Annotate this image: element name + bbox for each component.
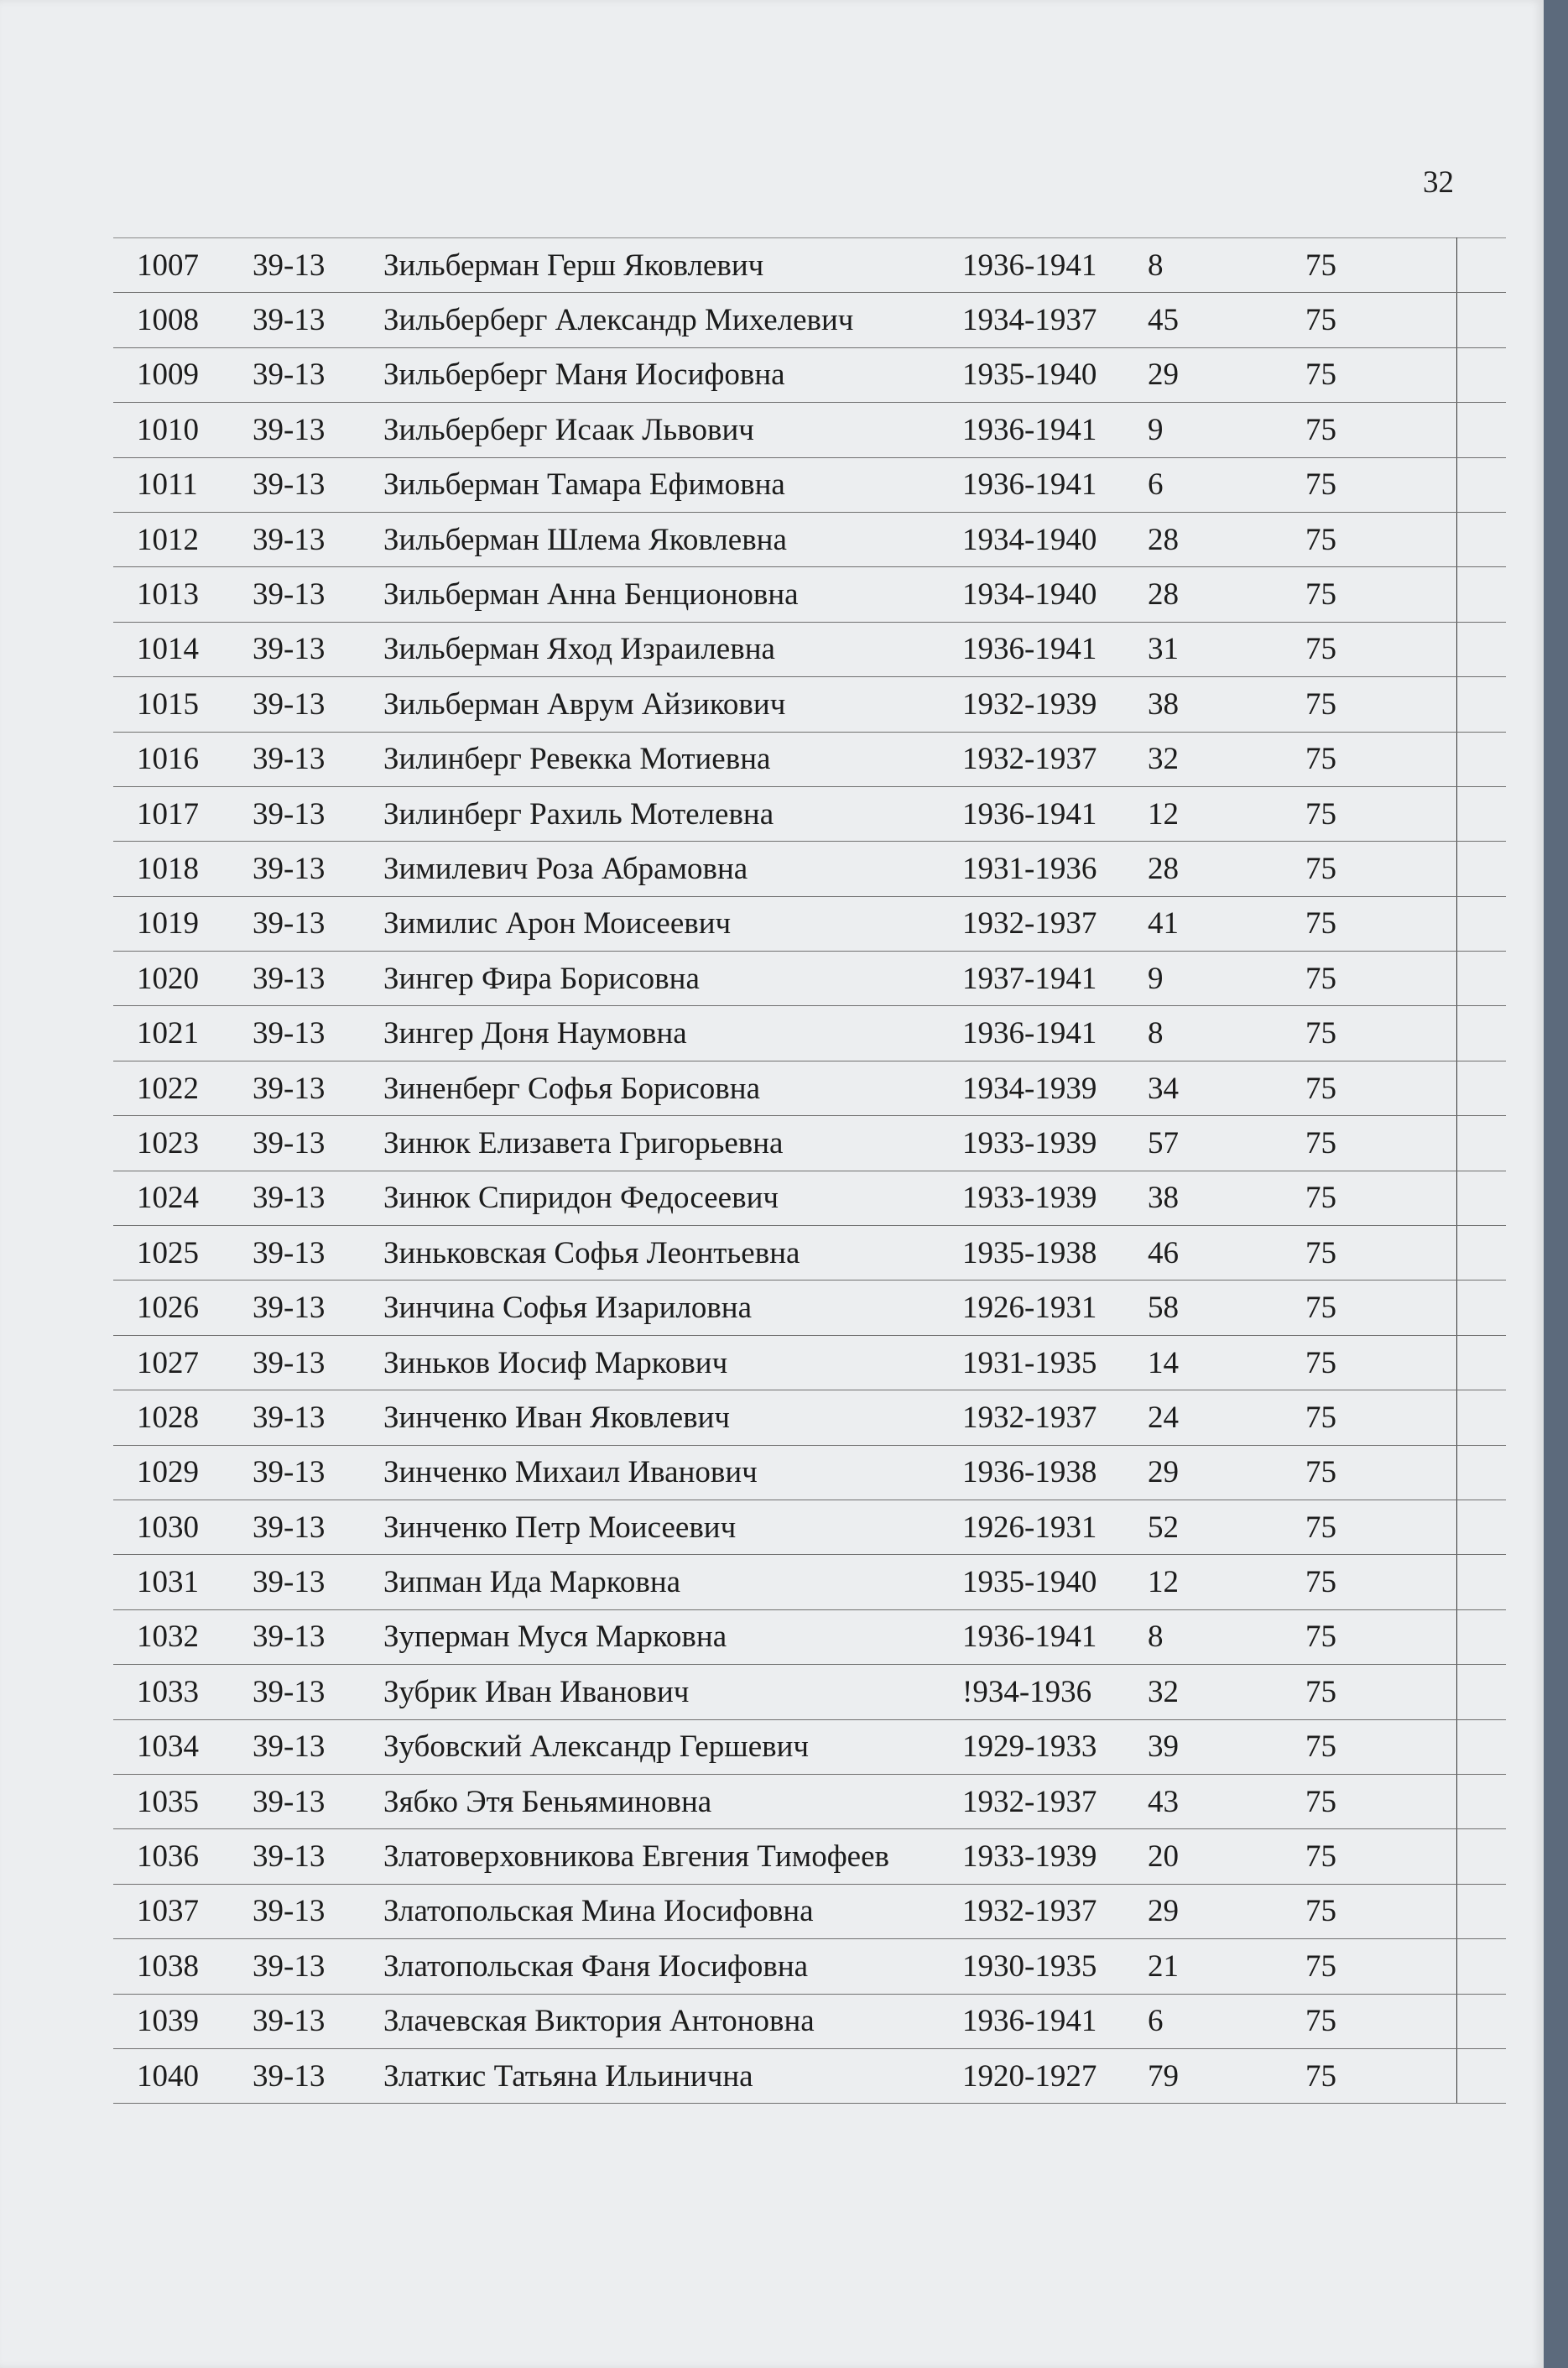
record-number-cell: 1020	[113, 952, 253, 1006]
table-row	[113, 677, 1506, 732]
person-name-cell: Златопольская Фаня Иосифовна	[377, 1939, 962, 1994]
sheet-count-cell: 12	[1143, 786, 1265, 841]
table-row	[113, 1884, 1506, 1938]
fund-code-cell: 39-13	[253, 1939, 377, 1994]
notes-cell	[1457, 1829, 1507, 1884]
table-row	[113, 1939, 1506, 1994]
record-number-cell: 1026	[113, 1280, 253, 1335]
notes-cell	[1457, 1335, 1507, 1390]
notes-cell	[1457, 952, 1507, 1006]
sheet-count-cell: 43	[1143, 1774, 1265, 1828]
table-row	[113, 403, 1506, 457]
fund-code-cell: 39-13	[253, 1719, 377, 1774]
person-name-cell: Зинченко Михаил Иванович	[377, 1445, 962, 1500]
record-number-cell: 1033	[113, 1665, 253, 1719]
notes-cell	[1457, 1774, 1507, 1828]
sheet-count-cell: 14	[1143, 1335, 1265, 1390]
storage-term-cell: 75	[1265, 677, 1457, 732]
person-name-cell: Зуперман Муся Марковна	[377, 1609, 962, 1664]
storage-term-cell: 75	[1265, 512, 1457, 566]
fund-code-cell: 39-13	[253, 403, 377, 457]
table-row	[113, 1445, 1506, 1500]
record-number-cell: 1025	[113, 1226, 253, 1280]
fund-code-cell: 39-13	[253, 1774, 377, 1828]
notes-cell	[1457, 1939, 1507, 1994]
sheet-count-cell: 6	[1143, 1994, 1265, 2048]
person-name-cell: Зинюк Спиридон Федосеевич	[377, 1171, 962, 1225]
register-table	[113, 237, 1506, 2104]
storage-term-cell: 75	[1265, 457, 1457, 512]
storage-term-cell: 75	[1265, 952, 1457, 1006]
person-name-cell: Зиньков Иосиф Маркович	[377, 1335, 962, 1390]
person-name-cell: Зильберман Герш Яковлевич	[377, 238, 962, 293]
record-number-cell: 1023	[113, 1116, 253, 1171]
fund-code-cell: 39-13	[253, 842, 377, 896]
record-number-cell: 1011	[113, 457, 253, 512]
notes-cell	[1457, 403, 1507, 457]
person-name-cell: Зиненберг Софья Борисовна	[377, 1061, 962, 1115]
years-range-cell: 1937-1941	[962, 952, 1143, 1006]
notes-cell	[1457, 842, 1507, 896]
person-name-cell: Златопольская Мина Иосифовна	[377, 1884, 962, 1938]
table-row	[113, 842, 1506, 896]
notes-cell	[1457, 347, 1507, 402]
storage-term-cell: 75	[1265, 1226, 1457, 1280]
sheet-count-cell: 9	[1143, 403, 1265, 457]
storage-term-cell: 75	[1265, 786, 1457, 841]
years-range-cell: 1934-1937	[962, 293, 1143, 347]
person-name-cell: Зинченко Петр Моисеевич	[377, 1500, 962, 1554]
person-name-cell: Златкис Татьяна Ильинична	[377, 2048, 962, 2103]
person-name-cell: Зябко Этя Беньяминовна	[377, 1774, 962, 1828]
table-row	[113, 238, 1506, 293]
notes-cell	[1457, 1006, 1507, 1061]
table-row	[113, 1555, 1506, 1609]
table-row	[113, 293, 1506, 347]
notes-cell	[1457, 1555, 1507, 1609]
person-name-cell: Зинчина Софья Изариловна	[377, 1280, 962, 1335]
fund-code-cell: 39-13	[253, 1226, 377, 1280]
table-row	[113, 512, 1506, 566]
table-row	[113, 1335, 1506, 1390]
years-range-cell: 1932-1937	[962, 1774, 1143, 1828]
years-range-cell: 1936-1941	[962, 1609, 1143, 1664]
fund-code-cell: 39-13	[253, 1006, 377, 1061]
fund-code-cell: 39-13	[253, 896, 377, 951]
record-number-cell: 1034	[113, 1719, 253, 1774]
fund-code-cell: 39-13	[253, 1665, 377, 1719]
fund-code-cell: 39-13	[253, 1061, 377, 1115]
years-range-cell: 1932-1937	[962, 1884, 1143, 1938]
person-name-cell: Зильберман Яход Израилевна	[377, 622, 962, 676]
record-number-cell: 1022	[113, 1061, 253, 1115]
sheet-count-cell: 29	[1143, 1445, 1265, 1500]
years-range-cell: 1934-1939	[962, 1061, 1143, 1115]
fund-code-cell: 39-13	[253, 1280, 377, 1335]
sheet-count-cell: 34	[1143, 1061, 1265, 1115]
years-range-cell: 1920-1927	[962, 2048, 1143, 2103]
years-range-cell: 1935-1940	[962, 1555, 1143, 1609]
years-range-cell: !934-1936	[962, 1665, 1143, 1719]
storage-term-cell: 75	[1265, 896, 1457, 951]
sheet-count-cell: 52	[1143, 1500, 1265, 1554]
table-row	[113, 1665, 1506, 1719]
notes-cell	[1457, 1171, 1507, 1225]
record-number-cell: 1032	[113, 1609, 253, 1664]
storage-term-cell: 75	[1265, 1994, 1457, 2048]
storage-term-cell: 75	[1265, 1006, 1457, 1061]
years-range-cell: 1933-1939	[962, 1171, 1143, 1225]
fund-code-cell: 39-13	[253, 293, 377, 347]
record-number-cell: 1028	[113, 1390, 253, 1445]
table-row	[113, 1719, 1506, 1774]
notes-cell	[1457, 1609, 1507, 1664]
record-number-cell: 1007	[113, 238, 253, 293]
years-range-cell: 1930-1935	[962, 1939, 1143, 1994]
table-row	[113, 786, 1506, 841]
storage-term-cell: 75	[1265, 1884, 1457, 1938]
notes-cell	[1457, 786, 1507, 841]
sheet-count-cell: 46	[1143, 1226, 1265, 1280]
notes-cell	[1457, 1061, 1507, 1115]
storage-term-cell: 75	[1265, 347, 1457, 402]
notes-cell	[1457, 732, 1507, 786]
storage-term-cell: 75	[1265, 567, 1457, 622]
storage-term-cell: 75	[1265, 732, 1457, 786]
record-number-cell: 1015	[113, 677, 253, 732]
record-number-cell: 1039	[113, 1994, 253, 2048]
sheet-count-cell: 31	[1143, 622, 1265, 676]
record-number-cell: 1038	[113, 1939, 253, 1994]
record-number-cell: 1029	[113, 1445, 253, 1500]
record-number-cell: 1008	[113, 293, 253, 347]
person-name-cell: Зильберман Анна Бенционовна	[377, 567, 962, 622]
person-name-cell: Зильберман Шлема Яковлевна	[377, 512, 962, 566]
record-number-cell: 1016	[113, 732, 253, 786]
sheet-count-cell: 28	[1143, 512, 1265, 566]
table-row	[113, 457, 1506, 512]
sheet-count-cell: 24	[1143, 1390, 1265, 1445]
sheet-count-cell: 32	[1143, 732, 1265, 786]
storage-term-cell: 75	[1265, 1280, 1457, 1335]
table-row	[113, 1500, 1506, 1554]
years-range-cell: 1936-1941	[962, 238, 1143, 293]
storage-term-cell: 75	[1265, 1829, 1457, 1884]
sheet-count-cell: 38	[1143, 1171, 1265, 1225]
storage-term-cell: 75	[1265, 1335, 1457, 1390]
fund-code-cell: 39-13	[253, 1994, 377, 2048]
fund-code-cell: 39-13	[253, 567, 377, 622]
record-number-cell: 1014	[113, 622, 253, 676]
table-row	[113, 347, 1506, 402]
storage-term-cell: 75	[1265, 1665, 1457, 1719]
person-name-cell: Злачевская Виктория Антоновна	[377, 1994, 962, 2048]
fund-code-cell: 39-13	[253, 1171, 377, 1225]
storage-term-cell: 75	[1265, 1500, 1457, 1554]
person-name-cell: Зингер Доня Наумовна	[377, 1006, 962, 1061]
person-name-cell: Зилинберг Ревекка Мотиевна	[377, 732, 962, 786]
person-name-cell: Зимилис Арон Моисеевич	[377, 896, 962, 951]
record-number-cell: 1037	[113, 1884, 253, 1938]
notes-cell	[1457, 1719, 1507, 1774]
fund-code-cell: 39-13	[253, 1609, 377, 1664]
years-range-cell: 1936-1941	[962, 1006, 1143, 1061]
years-range-cell: 1932-1937	[962, 732, 1143, 786]
record-number-cell: 1019	[113, 896, 253, 951]
record-number-cell: 1012	[113, 512, 253, 566]
person-name-cell: Зиньковская Софья Леонтьевна	[377, 1226, 962, 1280]
notes-cell	[1457, 1994, 1507, 2048]
fund-code-cell: 39-13	[253, 1390, 377, 1445]
record-number-cell: 1040	[113, 2048, 253, 2103]
notes-cell	[1457, 238, 1507, 293]
fund-code-cell: 39-13	[253, 1555, 377, 1609]
fund-code-cell: 39-13	[253, 512, 377, 566]
fund-code-cell: 39-13	[253, 677, 377, 732]
storage-term-cell: 75	[1265, 1445, 1457, 1500]
years-range-cell: 1936-1941	[962, 457, 1143, 512]
sheet-count-cell: 39	[1143, 1719, 1265, 1774]
sheet-count-cell: 79	[1143, 2048, 1265, 2103]
storage-term-cell: 75	[1265, 1116, 1457, 1171]
fund-code-cell: 39-13	[253, 347, 377, 402]
table-row	[113, 1171, 1506, 1225]
sheet-count-cell: 28	[1143, 842, 1265, 896]
sheet-count-cell: 58	[1143, 1280, 1265, 1335]
years-range-cell: 1934-1940	[962, 512, 1143, 566]
storage-term-cell: 75	[1265, 1555, 1457, 1609]
person-name-cell: Зубовский Александр Гершевич	[377, 1719, 962, 1774]
fund-code-cell: 39-13	[253, 732, 377, 786]
register-body	[113, 238, 1506, 2104]
sheet-count-cell: 29	[1143, 347, 1265, 402]
record-number-cell: 1030	[113, 1500, 253, 1554]
record-number-cell: 1036	[113, 1829, 253, 1884]
person-name-cell: Зимилевич Роза Абрамовна	[377, 842, 962, 896]
table-row	[113, 896, 1506, 951]
sheet-count-cell: 6	[1143, 457, 1265, 512]
years-range-cell: 1936-1941	[962, 622, 1143, 676]
notes-cell	[1457, 677, 1507, 732]
notes-cell	[1457, 622, 1507, 676]
notes-cell	[1457, 896, 1507, 951]
record-number-cell: 1035	[113, 1774, 253, 1828]
storage-term-cell: 75	[1265, 622, 1457, 676]
years-range-cell: 1933-1939	[962, 1829, 1143, 1884]
sheet-count-cell: 28	[1143, 567, 1265, 622]
fund-code-cell: 39-13	[253, 786, 377, 841]
table-row	[113, 2048, 1506, 2103]
years-range-cell: 1936-1941	[962, 1994, 1143, 2048]
years-range-cell: 1933-1939	[962, 1116, 1143, 1171]
person-name-cell: Зильберберг Александр Михелевич	[377, 293, 962, 347]
notes-cell	[1457, 567, 1507, 622]
sheet-count-cell: 38	[1143, 677, 1265, 732]
storage-term-cell: 75	[1265, 403, 1457, 457]
sheet-count-cell: 57	[1143, 1116, 1265, 1171]
years-range-cell: 1934-1940	[962, 567, 1143, 622]
person-name-cell: Златоверховникова Евгения Тимофеев	[377, 1829, 962, 1884]
sheet-count-cell: 45	[1143, 293, 1265, 347]
person-name-cell: Зипман Ида Марковна	[377, 1555, 962, 1609]
sheet-count-cell: 8	[1143, 1609, 1265, 1664]
table-row	[113, 1390, 1506, 1445]
fund-code-cell: 39-13	[253, 457, 377, 512]
table-row	[113, 1829, 1506, 1884]
person-name-cell: Зильберберг Исаак Львович	[377, 403, 962, 457]
fund-code-cell: 39-13	[253, 1884, 377, 1938]
person-name-cell: Зилинберг Рахиль Мотелевна	[377, 786, 962, 841]
sheet-count-cell: 29	[1143, 1884, 1265, 1938]
notes-cell	[1457, 1665, 1507, 1719]
years-range-cell: 1926-1931	[962, 1500, 1143, 1554]
storage-term-cell: 75	[1265, 1609, 1457, 1664]
sheet-count-cell: 20	[1143, 1829, 1265, 1884]
years-range-cell: 1931-1936	[962, 842, 1143, 896]
notes-cell	[1457, 1390, 1507, 1445]
notes-cell	[1457, 2048, 1507, 2103]
person-name-cell: Зубрик Иван Иванович	[377, 1665, 962, 1719]
record-number-cell: 1018	[113, 842, 253, 896]
notes-cell	[1457, 1500, 1507, 1554]
notes-cell	[1457, 1226, 1507, 1280]
page-number: 32	[1423, 165, 1454, 200]
years-range-cell: 1936-1941	[962, 786, 1143, 841]
fund-code-cell: 39-13	[253, 238, 377, 293]
person-name-cell: Зильберман Тамара Ефимовна	[377, 457, 962, 512]
record-number-cell: 1027	[113, 1335, 253, 1390]
record-number-cell: 1024	[113, 1171, 253, 1225]
notes-cell	[1457, 457, 1507, 512]
record-number-cell: 1009	[113, 347, 253, 402]
person-name-cell: Зильберман Аврум Айзикович	[377, 677, 962, 732]
storage-term-cell: 75	[1265, 1939, 1457, 1994]
storage-term-cell: 75	[1265, 238, 1457, 293]
person-name-cell: Зильберберг Маня Иосифовна	[377, 347, 962, 402]
sheet-count-cell: 21	[1143, 1939, 1265, 1994]
years-range-cell: 1936-1941	[962, 403, 1143, 457]
record-number-cell: 1010	[113, 403, 253, 457]
storage-term-cell: 75	[1265, 293, 1457, 347]
sheet-count-cell: 8	[1143, 1006, 1265, 1061]
years-range-cell: 1935-1940	[962, 347, 1143, 402]
sheet-count-cell: 12	[1143, 1555, 1265, 1609]
notes-cell	[1457, 1116, 1507, 1171]
storage-term-cell: 75	[1265, 2048, 1457, 2103]
notes-cell	[1457, 512, 1507, 566]
years-range-cell: 1932-1939	[962, 677, 1143, 732]
sheet-count-cell: 32	[1143, 1665, 1265, 1719]
storage-term-cell: 75	[1265, 1061, 1457, 1115]
record-number-cell: 1017	[113, 786, 253, 841]
years-range-cell: 1929-1933	[962, 1719, 1143, 1774]
table-row	[113, 1280, 1506, 1335]
notes-cell	[1457, 293, 1507, 347]
notes-cell	[1457, 1280, 1507, 1335]
sheet-count-cell: 9	[1143, 952, 1265, 1006]
fund-code-cell: 39-13	[253, 622, 377, 676]
years-range-cell: 1936-1938	[962, 1445, 1143, 1500]
years-range-cell: 1932-1937	[962, 1390, 1143, 1445]
table-row	[113, 1116, 1506, 1171]
table-row	[113, 732, 1506, 786]
storage-term-cell: 75	[1265, 1774, 1457, 1828]
storage-term-cell: 75	[1265, 1719, 1457, 1774]
storage-term-cell: 75	[1265, 842, 1457, 896]
years-range-cell: 1926-1931	[962, 1280, 1143, 1335]
fund-code-cell: 39-13	[253, 1829, 377, 1884]
fund-code-cell: 39-13	[253, 952, 377, 1006]
table-row	[113, 1774, 1506, 1828]
record-number-cell: 1031	[113, 1555, 253, 1609]
person-name-cell: Зинюк Елизавета Григорьевна	[377, 1116, 962, 1171]
table-row	[113, 1006, 1506, 1061]
years-range-cell: 1932-1937	[962, 896, 1143, 951]
fund-code-cell: 39-13	[253, 1500, 377, 1554]
years-range-cell: 1935-1938	[962, 1226, 1143, 1280]
record-number-cell: 1021	[113, 1006, 253, 1061]
table-row	[113, 567, 1506, 622]
sheet-count-cell: 8	[1143, 238, 1265, 293]
table-row	[113, 1226, 1506, 1280]
sheet-count-cell: 41	[1143, 896, 1265, 951]
table-row	[113, 1061, 1506, 1115]
storage-term-cell: 75	[1265, 1390, 1457, 1445]
person-name-cell: Зинченко Иван Яковлевич	[377, 1390, 962, 1445]
record-number-cell: 1013	[113, 567, 253, 622]
fund-code-cell: 39-13	[253, 1116, 377, 1171]
fund-code-cell: 39-13	[253, 1445, 377, 1500]
fund-code-cell: 39-13	[253, 2048, 377, 2103]
table-row	[113, 1609, 1506, 1664]
table-row	[113, 952, 1506, 1006]
notes-cell	[1457, 1884, 1507, 1938]
person-name-cell: Зингер Фира Борисовна	[377, 952, 962, 1006]
table-row	[113, 1994, 1506, 2048]
storage-term-cell: 75	[1265, 1171, 1457, 1225]
table-row	[113, 622, 1506, 676]
years-range-cell: 1931-1935	[962, 1335, 1143, 1390]
fund-code-cell: 39-13	[253, 1335, 377, 1390]
notes-cell	[1457, 1445, 1507, 1500]
